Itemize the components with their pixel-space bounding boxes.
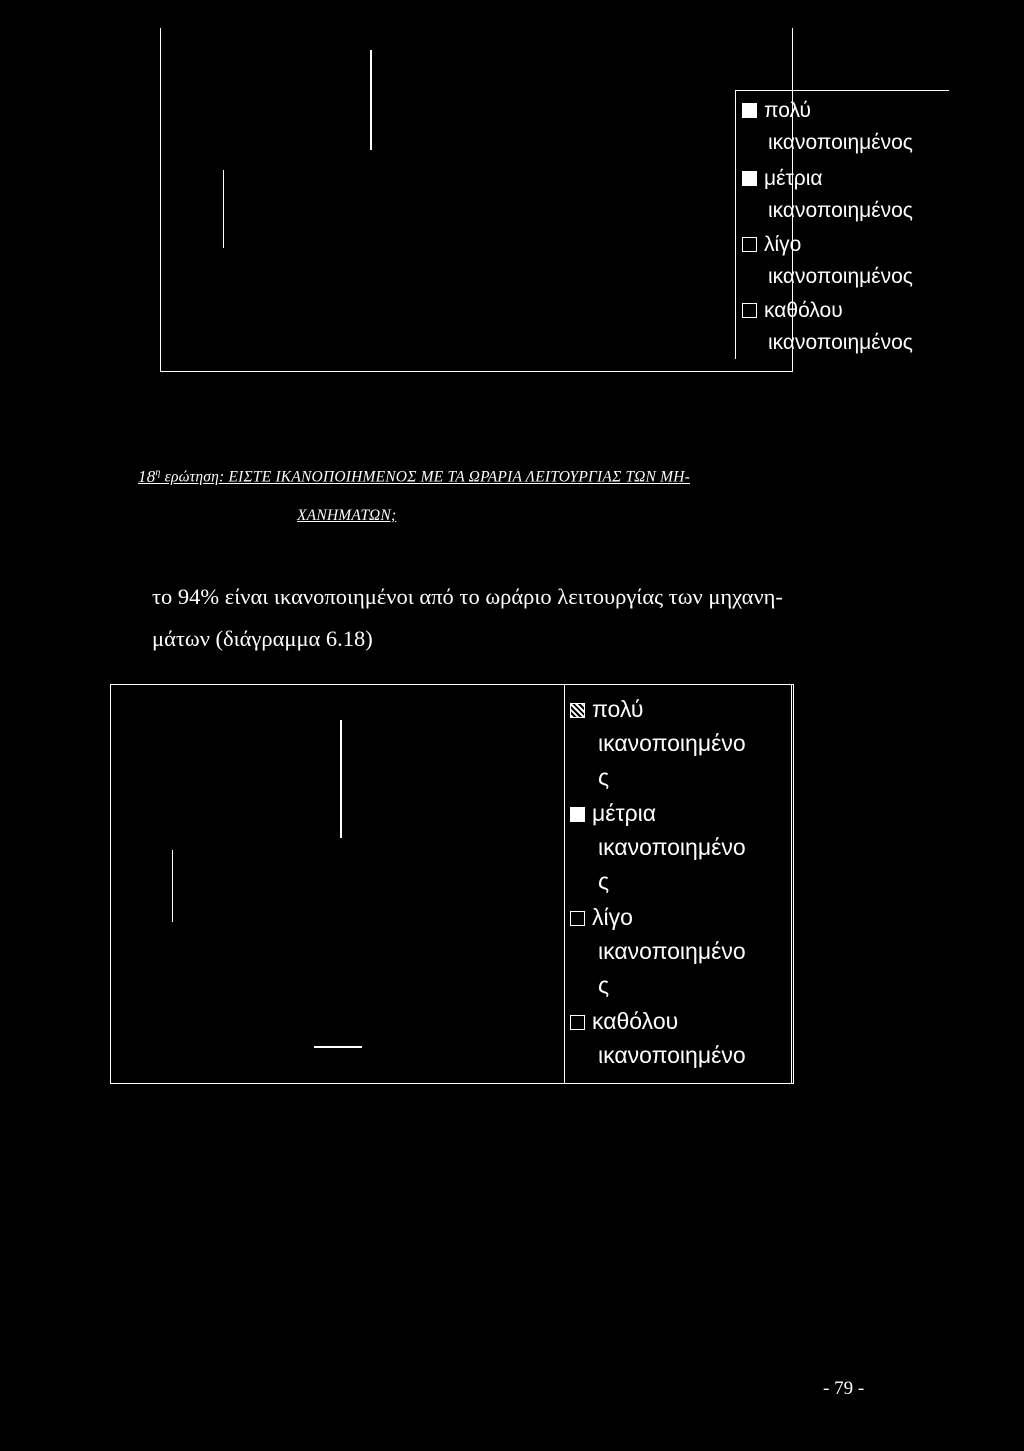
- legend-swatch-very: [570, 703, 585, 718]
- chart-bottom: [110, 684, 794, 1084]
- legend-label-qualifier: ικανοποιημένος: [768, 131, 913, 154]
- legend-top-item-none: [742, 295, 913, 359]
- chart-bottom-left-border: [110, 684, 111, 1084]
- chart-top-left-border: [160, 28, 161, 372]
- question-text-line1: ΕΙΣΤΕ ΙΚΑΝΟΠΟΙΗΜΕΝΟΣ ΜΕ ΤΑ ΩΡΑΡΙΑ ΛΕΙΤΟΥΡΓΙΑΣ ΤΩΝ ΜΗ-: [228, 468, 690, 486]
- page-number: - 79 -: [823, 1378, 865, 1399]
- legend-label-qualifier: ικανοποιημένος: [768, 265, 913, 288]
- chart-bottom-pie-base-mark: [314, 1046, 362, 1048]
- legend-label-tail: ς: [598, 868, 610, 894]
- legend-top-item-little: [742, 229, 913, 293]
- legend-label: μέτρια: [592, 800, 657, 826]
- legend-swatch-little: [742, 237, 757, 252]
- legend-label-qualifier: ικανοποιημένος: [768, 331, 913, 354]
- legend-swatch-very: [742, 103, 757, 118]
- legend-label-qualifier: ικανοποιημένο: [598, 1042, 746, 1068]
- legend-label: λίγο: [592, 904, 633, 930]
- legend-label: μέτρια: [764, 167, 823, 190]
- legend-swatch-little: [570, 911, 585, 926]
- legend-top-item-moderate: [742, 163, 913, 227]
- legend-label-tail: ς: [598, 764, 610, 790]
- legend-bottom-item-moderate: [570, 796, 746, 898]
- chart-top: [160, 28, 913, 372]
- legend-label-qualifier: ικανοποιημένο: [598, 730, 746, 756]
- legend-swatch-none: [570, 1015, 585, 1030]
- legend-bottom-item-very: [570, 692, 746, 794]
- legend-label-qualifier: ικανοποιημένο: [598, 938, 746, 964]
- chart-top-bottom-border: [160, 371, 793, 372]
- legend-label-qualifier: ικανοποιημένος: [768, 199, 913, 222]
- body-line1: το 94% είναι ικανοποιημένοι από το ωράριο λειτουργίας των μηχανη-: [152, 584, 783, 609]
- legend-label: πολύ: [764, 99, 811, 122]
- question-text-line2: ΧΑΝΗΜΑΤΩΝ;: [297, 506, 397, 524]
- chart-bottom-legend-divider: [564, 684, 565, 1084]
- body-line2: μάτων (διάγραμμα 6.18): [152, 626, 373, 651]
- legend-top: [735, 90, 949, 359]
- legend-top-item-very: [742, 95, 913, 159]
- body-paragraph: [152, 576, 872, 660]
- chart-top-pie-edge-mark: [370, 50, 372, 150]
- legend-label-qualifier: ικανοποιημένο: [598, 834, 746, 860]
- question-number: $18^\eta$: [138, 466, 161, 486]
- legend-label: πολύ: [592, 696, 644, 722]
- legend-bottom-item-little: [570, 900, 746, 1002]
- chart-top-pie-edge-mark-left: [223, 170, 224, 248]
- legend-label-tail: ς: [598, 972, 610, 998]
- chart-bottom-right-border: [791, 684, 794, 1084]
- question-label: ερώτηση:: [164, 468, 225, 486]
- chart-bottom-pie-edge-mark-left: [172, 850, 173, 922]
- legend-label: καθόλου: [592, 1008, 679, 1034]
- chart-bottom-top-border: [110, 684, 794, 685]
- legend-label: καθόλου: [764, 299, 843, 322]
- legend-label: λίγο: [764, 233, 802, 256]
- chart-bottom-pie-edge-mark: [340, 720, 342, 838]
- legend-swatch-moderate: [742, 171, 757, 186]
- question-heading: [138, 454, 868, 535]
- chart-bottom-bottom-border: [110, 1083, 794, 1084]
- legend-bottom-item-none: [570, 1004, 746, 1072]
- legend-swatch-moderate: [570, 807, 585, 822]
- legend-swatch-none: [742, 303, 757, 318]
